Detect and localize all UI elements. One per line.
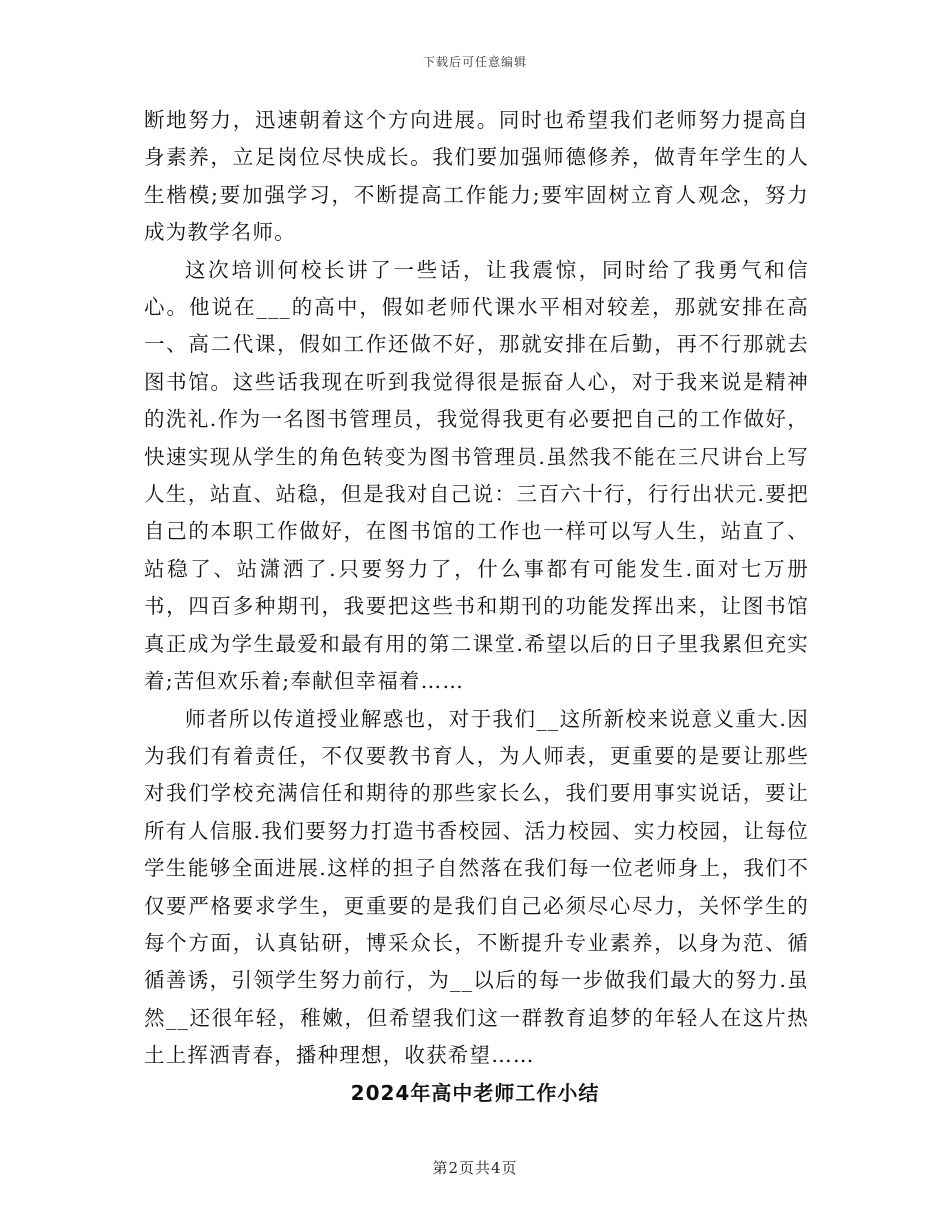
page-footer: 第2页共4页 (432, 1159, 518, 1177)
section-title: 2024年高中老师工作小结 (350, 1081, 600, 1105)
document-body (144, 102, 809, 1075)
paragraph-1: 断地努力，迅速朝着这个方向进展。同时也希望我们老师努力提高自身素养，立足岗位尽快成长。我们要加强师德修养，做青年学生的人生楷模;要加强学习，不断提高工作能力;要牢固树立育人观念，努力成为教学名师。 (144, 108, 809, 245)
paragraph-2: 这次培训何校长讲了一些话，让我震惊，同时给了我勇气和信心。他说在___的高中，假如老师代课水平相对较差，那就安排在高一、高二代课，假如工作还做不好，那就安排在后勤，再不行那就去图书馆。这些话我现在听到我觉得很是振奋人心，对于我来说是精神的洗礼.作为一名图书管理员，我觉得我更有必要把自己的工作做好，快速实现从学生的角色转变为图书管理员.虽然我不能在三尺讲台上写人生，站直、站稳，但是我对自己说：三百六十行，行行出状元.要把自己的本职工作做好，在图书馆的工作也一样可以写人生，站直了、站稳了、站潇洒了.只要努力了，什么事都有可能发生.面对七万册书，四百多种期刊，我要把这些书和期刊的功能发挥出来，让图书馆真正成为学生最爱和最有用的第二课堂.希望以后的日子里我累但充实着;苦但欢乐着;奉献但幸福着…… (144, 257, 809, 694)
page-header: 下载后可任意编辑 (422, 55, 527, 69)
paragraph-3: 师者所以传道授业解惑也，对于我们__这所新校来说意义重大.因为我们有着责任，不仅要教书育人，为人师表，更重要的是要让那些对我们学校充满信任和期待的那些家长么，我们要用事实说话，要让所有人信服.我们要努力打造书香校园、活力校园、实力校园，让每位学生能够全面进展.这样的担子自然落在我们每一位老师身上，我们不仅要严格要求学生，更重要的是我们自己必须尽心尽力，关怀学生的每个方面，认真钻研，博采众长，不断提升专业素养，以身为范、循循善诱，引领学生努力前行，为__以后的每一步做我们最大的努力.虽然__还很年轻，稚嫩，但希望我们这一群教育追梦的年轻人在这片热土上挥洒青春，播种理想，收获希望…… (144, 706, 809, 1068)
